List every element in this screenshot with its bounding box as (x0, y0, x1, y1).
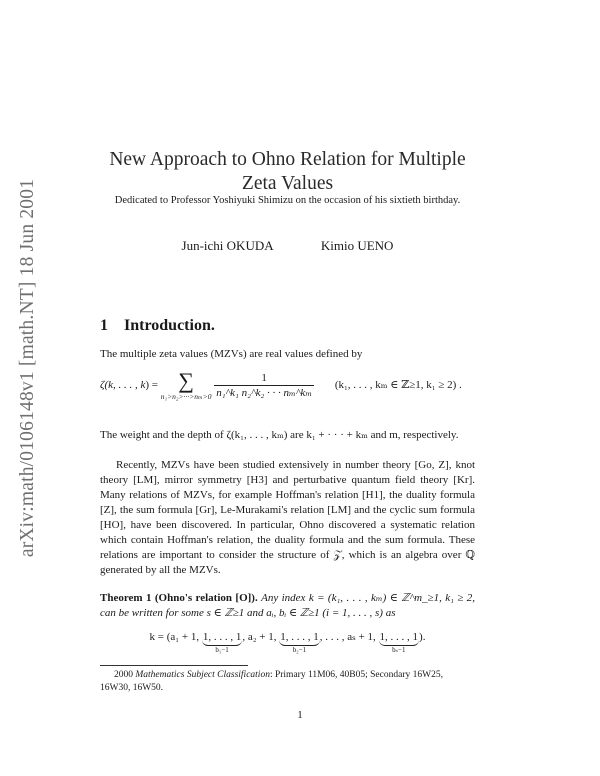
theorem (100, 591, 475, 621)
theorem-label: Theorem 1 (Ohno's relation [O]). (100, 592, 258, 604)
authors (100, 238, 475, 254)
page-number: 1 (297, 709, 303, 721)
sum-limits: n₁>n₂>···>nₘ>0 (160, 392, 212, 401)
intro-paragraph: The multiple zeta values (MZVs) are real values defined by (100, 348, 363, 360)
brace-group-2: 1, . . . , 1 b₂−1 (280, 631, 319, 654)
history-paragraph: Recently, MZVs have been studied extensively in number theory [Go, Z], knot theory [LM], mirror symmetry [H3] and perturbative quantum field theory [Kr]. Many relations of MZVs, for example Hoffman's relation [H1], the duality formula [Z], the sum formula [Gr], Le-Murakami's relation [LM] and the cyclic sum formula [HO], have been discovered. In particular, Ohno discovered a systematic relation which contain Hoffman's relation, the duality formula and the sum formula. These relations are important to consider the structure of 𝒵, which is an algebra over ℚ generated by all the MZVs. (100, 459, 475, 576)
paper-title: New Approach to Ohno Relation for Multiple Zeta Values (109, 149, 466, 194)
sum-symbol: ∑ n₁>n₂>···>nₘ>0 (160, 368, 212, 401)
brace-group-s: 1, . . . , 1 bₛ−1 (379, 631, 419, 654)
section-title: Introduction. (124, 317, 215, 334)
author-1: Jun-ichi OKUDA (181, 238, 274, 253)
numerator: 1 (214, 371, 314, 386)
weight-depth-paragraph: The weight and the depth of ζ(k₁, . . . , kₘ) are k₁ + · · · + kₘ and m, respectively. (100, 429, 459, 441)
brace-group-1: 1, . . . , 1 b₁−1 (202, 631, 242, 654)
formula-condition: (k₁, . . . , kₘ ∈ ℤ≥1, k₁ ≥ 2) . (334, 379, 462, 392)
formula-lhs: ζ(k (100, 379, 113, 392)
ohno-index-formula: k = (a₁ + 1, 1, . . . , 1 b₁−1 , a₂ + 1, 1, . . . , 1 b₂−1 , . . . , aₛ + 1, 1, . . . , 1 bₛ−1 ). (149, 631, 426, 654)
footnote: 2000 Mathematics Subject Classification: Primary 11M06, 40B05; Secondary 16W25, 16W30, 16W50. (100, 670, 443, 693)
footnote-rule (100, 665, 248, 666)
arxiv-identifier: arXiv:math/0106148v1 [math.NT] 18 Jun 2001 (17, 178, 38, 558)
section-heading (100, 317, 215, 335)
fraction (214, 371, 314, 400)
dedication: Dedicated to Professor Yoshiyuki Shimizu on the occasion of his sixtieth birthday. (114, 195, 461, 206)
theorem-statement: Any index k = (k₁, . . . , kₘ) ∈ ℤ^m_≥1, k₁ ≥ 2, can be written for some s ∈ ℤ≥1 and aᵢ, bᵢ ∈ ℤ≥1 (i = 1, . . . , s) as (100, 592, 475, 619)
msc-label: Mathematics Subject Classification (135, 670, 270, 680)
arxiv-sidebar (8, 168, 48, 568)
denominator: n₁^k₁ n₂^k₂ · · · nₘ^kₘ (216, 387, 313, 399)
section-number: 1 (100, 317, 108, 334)
mzv-definition: ζ(k, . . . , k) = ∑ n₁>n₂>···>nₘ>0 $\frac{1}{\text{n₁\textasciicircum{}k₁ n₂\textasciicircum{}k₂ · · · nₘ\textasciicircum{}kₘ}}$ (k₁, . . . , kₘ ∈ ℤ≥1, k₁ ≥ 2) . (100, 368, 462, 401)
author-2: Kimio UENO (320, 238, 394, 253)
